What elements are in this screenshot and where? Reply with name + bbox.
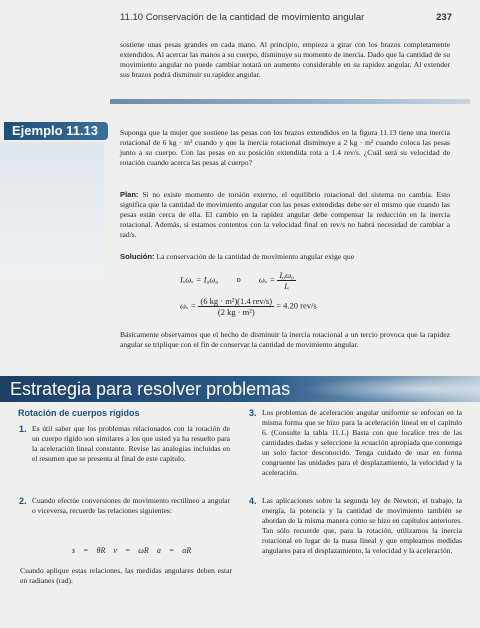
strategy-item-4: 4. Las aplicaciones sobre la segunda ley de Newton, el trabajo, la energía, la potencia y la cantidad de movimiento también se abordan de la misma manera como se hizo en capítulos anteriores. Tan sólo recuerde que, para la rotación, utilizamos la inercia rotacional en lugar de la masa lineal y que empleamos medidas angulares para el desplazamiento, la velocidad y la aceleración. xyxy=(249,496,462,555)
plan-label: Plan: xyxy=(120,190,139,199)
plan-text: Si no existe momento de torsión externo, el equilibrio rotacional del sistema no cambia. Esto significa que la cantidad de movimiento angular con las pesas extendidas debe ser el mismo que cuando las pesas están cerca de ella. El cambio en la rapidez angular debe compensar la reducción en la inercia rotacional. Además, si estamos contentos con la velocidad final en rev/s no habrá necesidad de cambiar a rad/s. xyxy=(120,190,451,239)
solution-label: Solución: xyxy=(120,252,155,261)
example-decoration xyxy=(0,142,104,274)
example-title: Ejemplo 11.13 xyxy=(12,123,98,138)
strategy-item-3: 3. Los problemas de aceleración angular uniforme se enfocan en la misma forma que se hizo para la aceleración lineal en el capítulo 6. (Consulte la tabla 11.1.) Basta con que localice tres de las cantidades dadas y seleccione la ecuación apropiada que contenga un solo factor desconocido. Tenga cuidado de usar en forma congruente las unidades para el desplazamiento, la velocidad y la aceleración. xyxy=(249,408,462,477)
strategy-item-1: 1. Es útil saber que los problemas relacionados con la rotación de un cuerpo rígido son similares a los que usted ya ha resuelto para la aceleración lineal constante. Revise las analogías incluidas en el resumen que se presenta al final de este capítulo. xyxy=(19,424,230,463)
example-divider xyxy=(0,99,480,115)
intro-paragraph: sostiene unas pesas grandes en cada mano. Al principio, empieza a girar con los brazos completamente extendidos. Al acercar las manos a su cuerpo, disminuye su momento de inercia. Dado que la cantidad de su movimiento angular no puede cambiar notará un aumento considerable en su rapidez angular. Al extender sus brazos podrá disminuir su rapidez angular. xyxy=(120,40,450,79)
equation-result: ωₓ = (6 kg · m²)(1.4 rev/s) (2 kg · m²) = 4.20 rev/s xyxy=(180,296,317,317)
equation-conservation: Iₓωₓ = I₀ω₀ o ωₓ = $\frac{\text{I₀ω₀}}{\text{Iₓ}}$ xyxy=(180,270,295,291)
relations-equation: s = θR v = ωR a = αR xyxy=(72,546,192,555)
example-statement: Suponga que la mujer que sostiene las pesas con los brazos extendidos en la figura 11.13 tiene una inercia rotacional de 6 kg · m² cuando y que la inercia rotacional disminuye a 2 kg · m² cuando coloca las pesas junto a su cuerpo. Con las pesas en su posición extendida rota a 1.4 rev/s. ¿Cuál será su velocidad de rotación cuando acerca las pesas al cuerpo? xyxy=(120,128,450,167)
conclusion-paragraph: Básicamente observamos que el hecho de disminuir la inercia rotacional a un tercio provoca que la rapidez angular se triplique con el fin de conservar la cantidad de movimiento angular. xyxy=(120,330,450,349)
solution-paragraph xyxy=(120,252,450,262)
radians-note: Cuando aplique estas relaciones, las medidas angulares deben estar en radianes (rad). xyxy=(20,566,232,585)
section-title: 11.10 Conservación de la cantidad de movimiento angular xyxy=(120,12,365,23)
strategy-banner xyxy=(0,376,480,402)
strategy-item-2: 2. Cuando efectúe conversiones de movimiento rectilíneo a angular o viceversa, recuerde las relaciones siguientes: xyxy=(19,496,230,515)
strategy-title: Estrategia para resolver problemas xyxy=(10,379,291,399)
page-number: 237 xyxy=(436,12,452,23)
solution-text: La conservación de la cantidad de movimiento angular exige que xyxy=(156,252,355,261)
strategy-subtitle: Rotación de cuerpos rígidos xyxy=(18,408,140,418)
example-tab xyxy=(4,122,108,140)
plan-paragraph xyxy=(120,190,450,240)
